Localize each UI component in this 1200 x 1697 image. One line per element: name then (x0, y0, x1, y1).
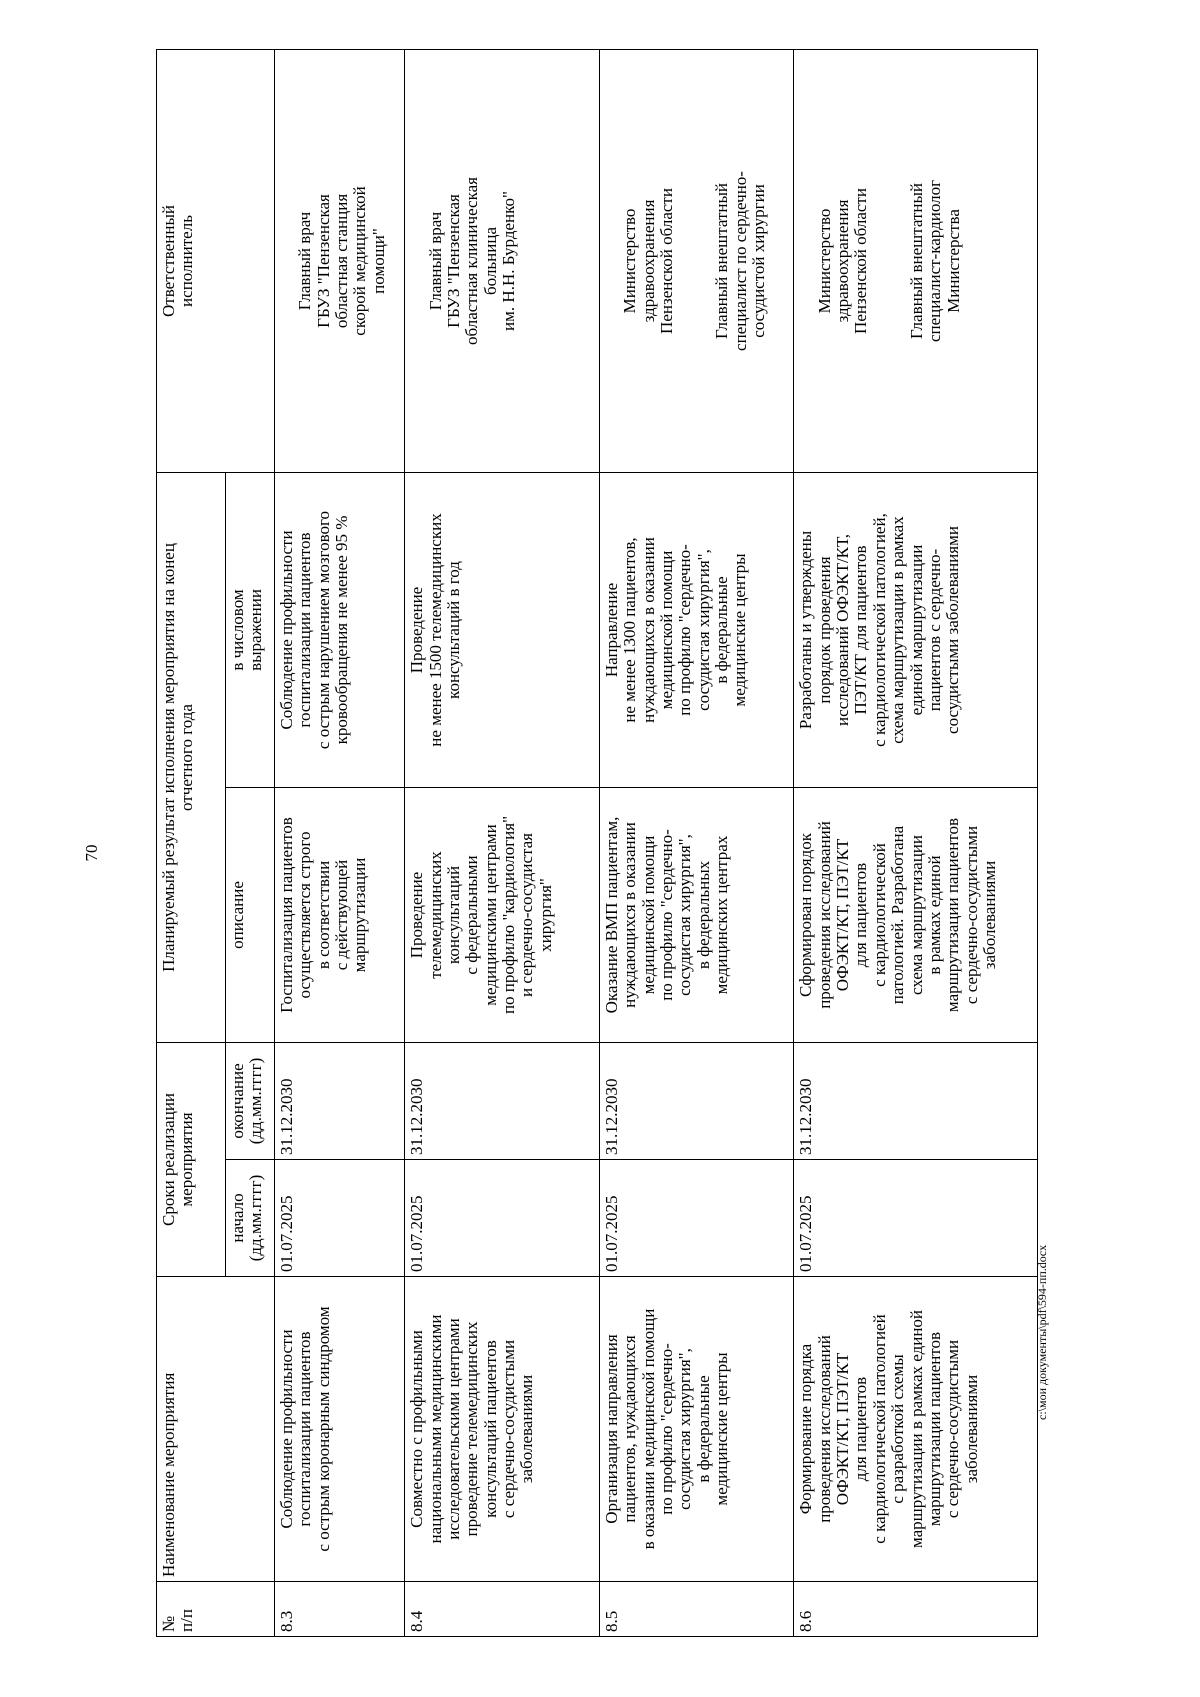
row-numeric-result: Разработаны и утверждены порядок проведения исследований ОФЭКТ/КТ, ПЭТ/КТ для пациентов с кардиологической патологией, схема маршрутизации в рамках единой маршрутизации пациентов с сердечно- сосудистыми заболеваниями (794, 472, 1038, 787)
header-result-num: в числовом выражении (225, 472, 274, 787)
header-row (157, 49, 226, 1636)
row-description: Госпитализация пациентов осуществляется строго в соответствии с действующей маршрутизации (274, 788, 404, 1043)
row-name: Соблюдение профильности госпитализации пациентов с острым коронарным синдромом (274, 1277, 404, 1582)
row-name: Формирование порядка проведения исследований ОФЭКТ/КТ, ПЭТ/КТ для пациентов с кардиологической патологией с разработкой схемы маршрутизации в рамках единой маршрутизации пациентов с сердечно-сосудистыми заболеваниями (794, 1277, 1038, 1582)
row-description: Оказание ВМП пациентам, нуждающихся в оказании медицинской помощи по профилю "сердечно- сосудистая хирургия", в федеральных медицинских центрах (599, 788, 794, 1043)
row-executor (599, 49, 794, 472)
row-numeric-result: Направление не менее 1300 пациентов, нуждающихся в оказании медицинской помощи по профилю "сердечно- сосудистая хирургия", в федеральные медицинские центры (599, 472, 794, 787)
header-executor: Ответственный исполнитель (157, 49, 275, 472)
table-row (794, 49, 1038, 1636)
row-executor-primary: Главный врач ГБУЗ "Пензенская областная станция скорой медицинской помощи" (295, 186, 388, 336)
row-num: 8.3 (274, 1582, 404, 1637)
row-description: Сформирован порядок проведения исследований ОФЭКТ/КТ, ПЭТ/КТ для пациентов с кардиологической патологией. Разработана схема маршрутизации в рамках единой маршрутизации пациентов с сердечно-сосудистыми заболеваниями (794, 788, 1038, 1043)
header-num: № п/п (157, 1582, 275, 1637)
row-executor-primary: Главный врач ГБУЗ "Пензенская областная клиническая больница им. Н.Н. Бурденко" (425, 177, 518, 345)
header-result-desc: описание (225, 788, 274, 1043)
row-name: Организация направления пациентов, нуждающихся в оказании медицинской помощи по профилю "сердечно- сосудистая хирургия", в федеральные медицинские центры (599, 1277, 794, 1582)
row-start: 01.07.2025 (599, 1160, 794, 1277)
row-num: 8.4 (405, 1582, 600, 1637)
row-end: 31.12.2030 (794, 1043, 1038, 1160)
row-num: 8.6 (794, 1582, 1038, 1637)
activities-table-container (156, 50, 1038, 1637)
row-executor (405, 49, 600, 472)
row-start: 01.07.2025 (405, 1160, 600, 1277)
row-start: 01.07.2025 (274, 1160, 404, 1277)
row-numeric-result: Соблюдение профильности госпитализации пациентов с острым нарушением мозгового кровообращения не менее 95 % (274, 472, 404, 787)
row-num: 8.5 (599, 1582, 794, 1637)
row-name: Совместно с профильными национальными медицинскими исследовательскими центрами проведение телемедицинских консультаций пациентов с сердечно-сосудистыми заболеваниями (405, 1277, 600, 1582)
header-date-start: начало (дд.мм.гггг) (225, 1160, 274, 1277)
header-name: Наименование мероприятия (157, 1277, 275, 1582)
row-executor (274, 49, 404, 472)
footer-file-path: c:\мои документы\pdf\594-пп.docx (1035, 1244, 1049, 1420)
page-number: 70 (82, 844, 101, 862)
activities-table (156, 49, 1038, 1637)
row-description: Проведение телемедицинских консультаций с федеральными медицинскими центрами по профилю "кардиология" и сердечно-сосудистая хирургия" (405, 788, 600, 1043)
table-row (405, 49, 600, 1636)
header-result: Планируемый результат исполнения мероприятия на конец отчетного года (157, 472, 226, 1042)
row-executor (794, 49, 1038, 472)
row-numeric-result: Проведение не менее 1500 телемедицинских консультаций в год (405, 472, 600, 787)
row-end: 31.12.2030 (274, 1043, 404, 1160)
row-executor-secondary: Главный внештатный специалист-кардиолог Министерства (906, 179, 963, 343)
row-executor-secondary: Главный внештатный специалист по сердечно- сосудистой хирургии (712, 171, 768, 351)
table-row (599, 49, 794, 1636)
table-row (274, 49, 404, 1636)
row-executor-primary: Министерство здравоохранения Пензенской области (814, 188, 871, 334)
row-end: 31.12.2030 (599, 1043, 794, 1160)
header-date-end: окончание (дд.мм.гггг) (225, 1043, 274, 1160)
row-end: 31.12.2030 (405, 1043, 600, 1160)
row-start: 01.07.2025 (794, 1160, 1038, 1277)
header-dates: Сроки реализации мероприятия (157, 1043, 226, 1277)
row-executor-primary: Министерство здравоохранения Пензенской области (620, 188, 676, 334)
